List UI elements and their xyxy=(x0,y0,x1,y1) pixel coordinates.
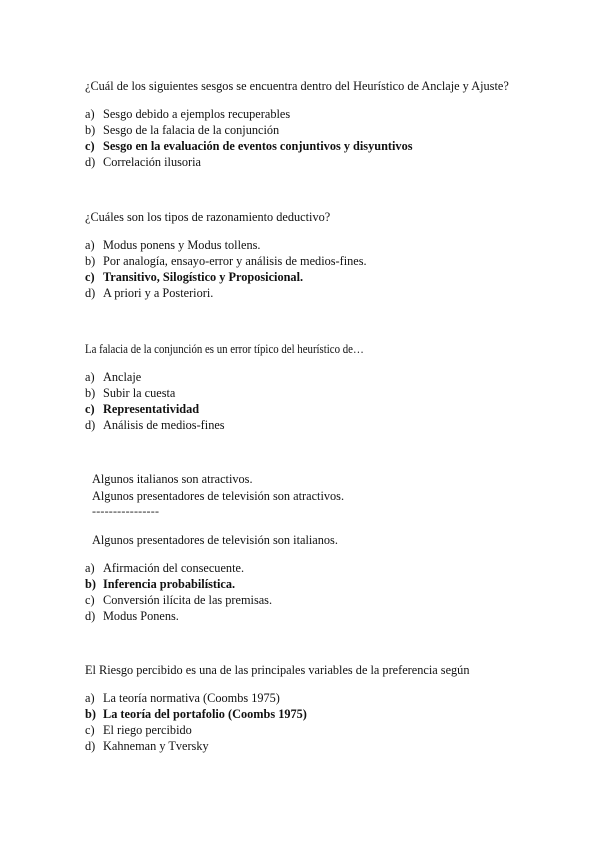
option-text: Afirmación del consecuente. xyxy=(103,561,245,575)
premise-1: Algunos italianos son atractivos. xyxy=(92,472,253,486)
option-letter: d) xyxy=(85,609,96,623)
option-text: A priori y a Posteriori. xyxy=(103,286,214,300)
option-letter: b) xyxy=(85,707,96,721)
option-5d xyxy=(85,738,307,754)
option-text: Sesgo en la evaluación de eventos conjuntivos y disyuntivos xyxy=(103,139,413,153)
option-text: Sesgo debido a ejemplos recuperables xyxy=(103,107,291,121)
option-text: Subir la cuesta xyxy=(103,386,176,400)
question-2-prompt: ¿Cuáles son los tipos de razonamiento deductivo? xyxy=(85,210,331,224)
option-letter: b) xyxy=(85,577,96,591)
option-text: Inferencia probabilística. xyxy=(103,577,236,591)
question-2-options xyxy=(85,237,367,301)
option-2a xyxy=(85,237,367,253)
option-4a xyxy=(85,560,272,576)
option-letter: b) xyxy=(85,386,96,400)
conclusion: Algunos presentadores de televisión son italianos. xyxy=(92,533,338,547)
premise-2: Algunos presentadores de televisión son atractivos. xyxy=(92,489,345,503)
option-letter: c) xyxy=(85,723,95,737)
option-letter: d) xyxy=(85,155,96,169)
option-letter: a) xyxy=(85,370,95,384)
option-2d xyxy=(85,285,367,301)
option-2b xyxy=(85,253,367,269)
option-5b-correct xyxy=(85,706,307,722)
option-1c-correct xyxy=(85,138,413,154)
option-letter: a) xyxy=(85,107,95,121)
option-text: La teoría normativa (Coombs 1975) xyxy=(103,691,280,705)
option-text: La teoría del portafolio (Coombs 1975) xyxy=(103,707,307,721)
option-letter: a) xyxy=(85,561,95,575)
option-letter: a) xyxy=(85,691,95,705)
option-4b-correct xyxy=(85,576,272,592)
question-3-options xyxy=(85,369,225,433)
option-letter: c) xyxy=(85,270,95,284)
option-letter: d) xyxy=(85,286,96,300)
option-letter: d) xyxy=(85,739,96,753)
option-text: El riego percibido xyxy=(103,723,192,737)
question-3-prompt: La falacia de la conjunción es un error típico del heurístico de… xyxy=(85,342,364,356)
option-2c-correct xyxy=(85,269,367,285)
option-4c xyxy=(85,592,272,608)
question-1-prompt: ¿Cuál de los siguientes sesgos se encuentra dentro del Heurístico de Anclaje y Ajuste? xyxy=(85,79,509,93)
option-text: Por analogía, ensayo-error y análisis de medios-fines. xyxy=(103,254,367,268)
option-3c-correct xyxy=(85,401,225,417)
option-text: Modus Ponens. xyxy=(103,609,179,623)
option-3b xyxy=(85,385,225,401)
option-letter: c) xyxy=(85,593,95,607)
question-1-options xyxy=(85,106,413,170)
option-letter: b) xyxy=(85,123,96,137)
option-text: Conversión ilícita de las premisas. xyxy=(103,593,273,607)
option-1d xyxy=(85,154,413,170)
option-text: Sesgo de la falacia de la conjunción xyxy=(103,123,280,137)
option-text: Transitivo, Silogístico y Proposicional. xyxy=(103,270,304,284)
option-1a xyxy=(85,106,413,122)
option-text: Anclaje xyxy=(103,370,142,384)
option-letter: d) xyxy=(85,418,96,432)
option-text: Kahneman y Tversky xyxy=(103,739,209,753)
option-text: Modus ponens y Modus tollens. xyxy=(103,238,261,252)
option-3a xyxy=(85,369,225,385)
option-4d xyxy=(85,608,272,624)
option-5a xyxy=(85,690,307,706)
option-3d xyxy=(85,417,225,433)
option-text: Análisis de medios-fines xyxy=(103,418,225,432)
option-1b xyxy=(85,122,413,138)
question-4-options xyxy=(85,560,272,624)
option-letter: a) xyxy=(85,238,95,252)
option-letter: b) xyxy=(85,254,96,268)
option-letter: c) xyxy=(85,139,95,153)
option-letter: c) xyxy=(85,402,95,416)
option-5c xyxy=(85,722,307,738)
option-text: Representatividad xyxy=(103,402,200,416)
question-5-prompt: El Riesgo percibido es una de las principales variables de la preferencia según xyxy=(85,663,470,677)
option-text: Correlación ilusoria xyxy=(103,155,202,169)
syllogism-separator: ---------------- xyxy=(92,504,160,518)
question-5-options xyxy=(85,690,307,754)
